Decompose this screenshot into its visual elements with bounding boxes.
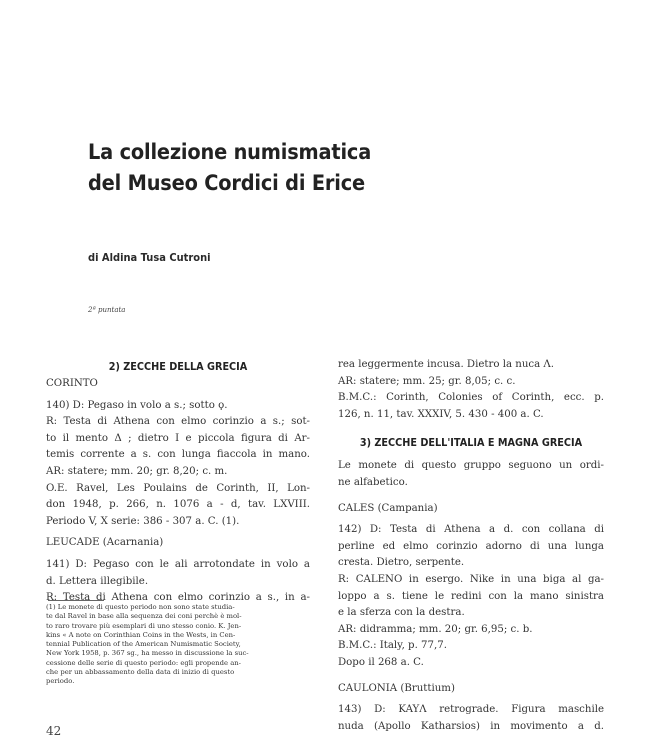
leucade-heading: LEUCADE (Acarnania) xyxy=(46,537,164,549)
footnote-line: New York 1958, p. 367 sg., ha messo in discussione la suc- xyxy=(46,649,249,658)
entry-line: perline ed elmo corinzio adorno di una lunga xyxy=(338,540,604,552)
article-title xyxy=(88,137,430,199)
page-number: 42 xyxy=(46,724,62,738)
installment-label: 2ª puntata xyxy=(88,306,126,314)
corinto-heading: CORINTO xyxy=(46,378,98,389)
right-column xyxy=(338,357,604,735)
caulonia-heading: CAULONIA (Bruttium) xyxy=(338,682,455,694)
entry-line: AR: didramma; mm. 20; gr. 6,95; c. b. xyxy=(338,623,533,635)
entry-line: nuda (Apollo Katharsios) in movimento a d. xyxy=(338,720,604,732)
entry-line: R: Testa di Athena con elmo corinzio a s., in a- xyxy=(46,592,310,604)
footnote-line: cessione delle serie di questo periodo: egli propende an- xyxy=(46,658,241,667)
footnote xyxy=(46,603,308,687)
footnote-line: (1) Le monete di questo periodo non sono state studia- xyxy=(46,603,235,611)
entry-line: e la sferza con la destra. xyxy=(338,607,465,619)
entry-line: Periodo V, X serie: 386 - 307 a. C. (1). xyxy=(46,515,240,527)
entry-line: Dopo il 268 a. C. xyxy=(338,656,424,668)
footnote-line: kins « A note on Corinthian Coins in the Wests, in Cen- xyxy=(46,630,236,639)
entry-line: rea leggermente incusa. Dietro la nuca Λ. xyxy=(338,359,555,370)
footnote-line: che per un abbassamento della data di inizio di questo xyxy=(46,668,235,677)
entry-line: 143) D: KAYΛ retrograde. Figura maschile xyxy=(338,704,604,716)
footnote-line: tennial Publication of the American Numismatic Society, xyxy=(46,640,241,649)
entry-line: B.M.C.: Corinth, Colonies of Corinth, ecc. p. xyxy=(338,392,604,404)
footnote-divider xyxy=(48,600,104,601)
entry-line: B.M.C.: Italy, p. 77,7. xyxy=(338,640,447,652)
section-heading-grecia: 2) ZECCHE DELLA GRECIA xyxy=(108,360,248,373)
entry-line: AR: statere; mm. 25; gr. 8,05; c. c. xyxy=(338,375,516,387)
footnote-line: to raro trovare più esemplari di uno stesso conio. K. Jen- xyxy=(46,621,242,630)
entry-line: 140) D: Pegaso in volo a s.; sotto ϙ. xyxy=(46,399,228,411)
section-heading-italia: 3) ZECCHE DELL'ITALIA E MAGNA GRECIA xyxy=(359,436,583,450)
entry-line: to il mento Δ ; dietro I e piccola figura di Ar- xyxy=(46,432,310,444)
entry-line: loppo a s. tiene le redini con la mano sinistra xyxy=(338,590,604,602)
footnote-line: periodo. xyxy=(46,677,75,686)
entry-line: R: CALENO in esergo. Nike in una biga al ga- xyxy=(338,573,604,585)
entry-line: 141) D: Pegaso con le ali arrotondate in volo a xyxy=(46,558,310,570)
title-line-2: del Museo Cordici di Erice xyxy=(88,171,365,196)
intro-line: Le monete di questo gruppo seguono un ordi- xyxy=(338,460,604,472)
entry-line: 126, n. 11, tav. XXXIV, 5. 430 - 400 a. C. xyxy=(338,408,544,420)
entry-line: cresta. Dietro, serpente. xyxy=(338,557,465,569)
entry-line: don 1948, p. 266, n. 1076 a - d, tav. LXVIII. xyxy=(46,499,310,511)
author-byline: di Aldina Tusa Cutroni xyxy=(88,251,211,264)
entry-line: O.E. Ravel, Les Poulains de Corinth, II, Lon- xyxy=(46,482,310,494)
entry-line: AR: statere; mm. 20; gr. 8,20; c. m. xyxy=(46,465,228,477)
entry-line: d. Lettera illegibile. xyxy=(46,575,149,587)
title-line-1: La collezione numismatica xyxy=(88,140,372,165)
footnote-line: te dal Ravel in base alla sequenza dei coni perchè è mol- xyxy=(46,612,242,621)
entry-line: 142) D: Testa di Athena a d. con collana di xyxy=(338,524,604,536)
intro-line: ne alfabetico. xyxy=(338,476,408,488)
entry-line: R: Testa di Athena con elmo corinzio a s.; sot- xyxy=(46,416,310,428)
left-column xyxy=(46,357,310,607)
entry-line: temis corrente a s. con lunga fiaccola in mano. xyxy=(46,449,310,461)
cales-heading: CALES (Campania) xyxy=(338,502,438,514)
